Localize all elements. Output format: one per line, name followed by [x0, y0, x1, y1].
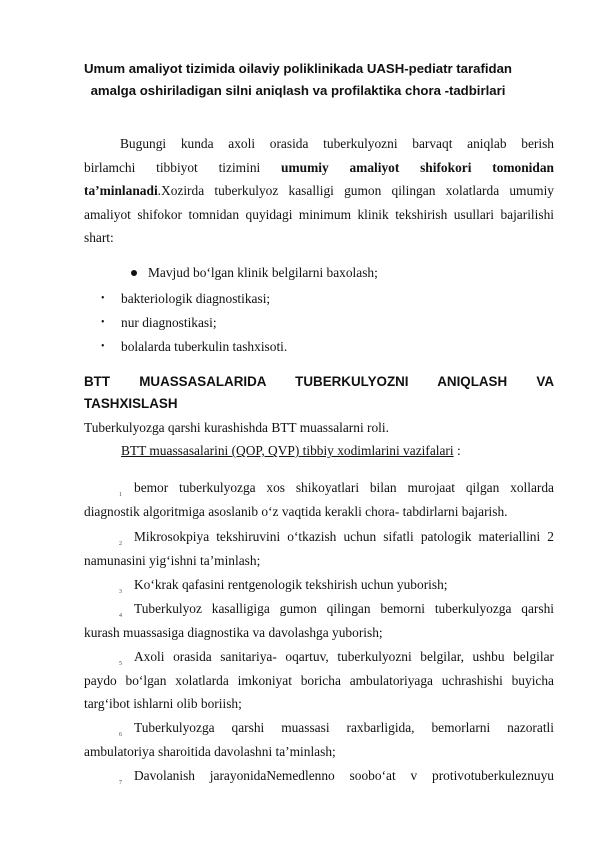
bullet-item: [101, 289, 271, 309]
list-item-number: 6: [119, 732, 122, 738]
list-item: [84, 716, 554, 763]
list-item-number: 4: [119, 613, 122, 619]
list-item-number: 3: [119, 589, 122, 595]
title-line-1: Umum amaliyot tizimida oilaviy poliklinikada UASH-pediatr tarafidan: [84, 61, 512, 76]
bullet-text: nur diagnostikasi;: [121, 315, 217, 330]
list-item-first-line: Davolanish jarayonidaNemedlenno soobo‘at v protivotuberkuleznuyu: [134, 768, 554, 783]
list-item: [84, 573, 554, 597]
intro-line-1: Bugungi kunda axoli orasida tuberkulyozni barvaqt aniqlab berish: [120, 136, 554, 151]
duties-underlined: BTT muassasalarini (QOP, QVP) tibbiy xodimlarini vazifalari: [121, 443, 454, 458]
list-item-number: 7: [119, 780, 122, 786]
duties-intro: [121, 440, 461, 462]
bullet-text: bolalarda tuberkulin tashxisoti.: [121, 339, 288, 354]
list-item-first-line: Tuberkulyozga qarshi muassasi raxbarligida, bemorlarni nazoratli: [134, 720, 554, 735]
duties-colon: :: [453, 443, 461, 458]
list-item-rest: diagnostik algoritmiga asoslanib o‘z vaqtida kerakli chora- tabdirlarni bajarish.: [84, 503, 508, 519]
list-item-rest: paydo bo‘lgan xolatlarda imkoniyat boricha ambulatoriyaga uchrashishi buyicha targ‘ibot ishlarni olib boriish;: [84, 672, 554, 711]
list-item-number: 2: [119, 541, 122, 547]
bullet-dot-icon: [131, 270, 137, 276]
section-subtitle: Tuberkulyozga qarshi kurashishda BTT muassalarni roli.: [84, 420, 389, 435]
document-title: [60, 58, 536, 102]
list-item-first-line: Ko‘krak qafasini rentgenologik tekshirish uchun yuborish;: [134, 577, 448, 592]
intro-line-5: shart:: [84, 230, 114, 245]
bullet-dot-icon: •: [101, 317, 105, 328]
list-item-rest: ambulatoriya sharoitida davolashni ta’minlash;: [84, 743, 336, 759]
list-item-first-line: Axoli orasida sanitariya- oqartuv, tuberkulyozni belgilar, ushbu belgilar: [134, 649, 554, 664]
bullet-dot-icon: •: [101, 341, 105, 352]
bullet-item: [148, 263, 378, 283]
list-item-rest: namunasini yig‘ishni ta’minlash;: [84, 552, 261, 568]
bullet-item: [101, 313, 217, 333]
list-item-number: 5: [119, 661, 122, 667]
list-item-first-line: bemor tuberkulyozga xos shikoyatlari bilan murojaat qilgan xollarda: [134, 480, 554, 495]
list-item: [84, 645, 554, 716]
intro-line-3-bold: ta’minlanadi: [84, 183, 158, 198]
intro-line-2: [84, 156, 554, 180]
list-item-first-line: Tuberkulyoz kasalligiga gumon qilingan bemorni tuberkulyozga qarshi: [134, 601, 554, 616]
list-item: [84, 764, 554, 788]
list-item-first-line: Mikrosokpiya tekshiruvini o‘tkazish uchun sifatli patologik materiallini 2: [134, 529, 554, 544]
section-heading-line-1: BTT MUASSASALARIDA TUBERKULYOZNI ANIQLASH VA: [84, 374, 554, 389]
list-item-rest: kurash muassasiga diagnostika va davolashga yuborish;: [84, 624, 383, 640]
bullet-item: [101, 337, 288, 357]
bullet-dot-icon: •: [101, 293, 105, 304]
list-item: [84, 476, 554, 523]
intro-paragraph: [84, 132, 554, 250]
intro-line-3: [84, 179, 554, 203]
list-item-number: 1: [119, 492, 122, 498]
bullet-text: bakteriologik diagnostikasi;: [121, 291, 271, 306]
section-heading: [84, 371, 554, 415]
intro-line-2-bold: umumiy amaliyot shifokori tomonidan: [281, 159, 554, 175]
intro-line-4: amaliyot shifokor tomnidan quyidagi minimum klinik tekshirish usullari bajarilishi: [84, 206, 554, 222]
bullet-text: Mavjud bo‘lgan klinik belgilarni baxolash;: [148, 265, 378, 280]
title-line-2: amalga oshiriladigan silni aniqlash va profilaktika chora -tadbirlari: [90, 83, 506, 98]
list-item: [84, 525, 554, 572]
section-heading-line-2: TASHXISLASH: [84, 396, 178, 411]
intro-line-2-plain: birlamchi tibbiyot tizimini: [84, 159, 261, 175]
list-item: [84, 597, 554, 644]
intro-line-3-rest: .Xozirda tuberkulyoz kasalligi gumon qilingan xolatlarda umumiy: [157, 183, 554, 198]
